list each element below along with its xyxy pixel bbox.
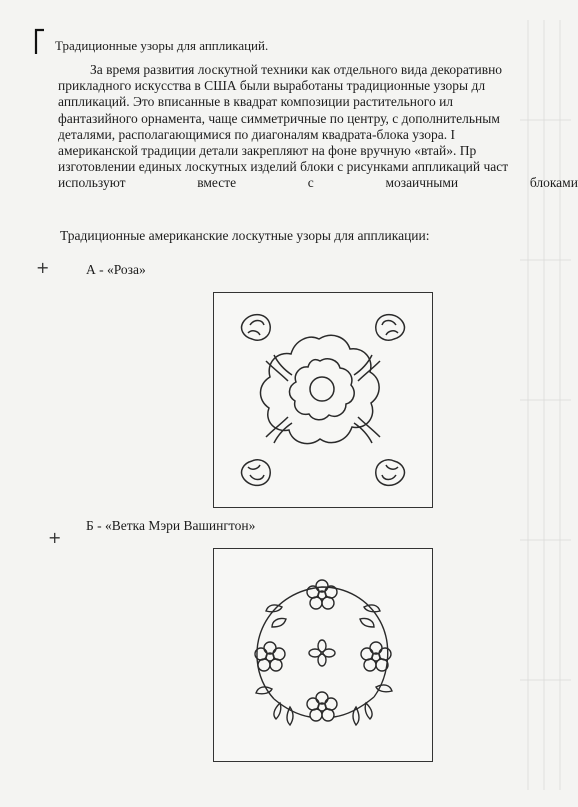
pattern-label-mary-washington: Б - «Ветка Мэри Вашингтон»: [86, 518, 256, 533]
handwritten-plus-mark: +: [48, 528, 62, 547]
page-title: Традиционные узоры для аппликаций.: [55, 38, 269, 53]
wreath-applique-drawing: [214, 549, 432, 761]
handwritten-plus-mark: +: [36, 258, 50, 277]
intro-paragraph: [58, 62, 578, 192]
rose-pattern-figure: [213, 292, 433, 508]
paragraph-line: За время развития лоскутной техники как отдельного вида декоративно: [90, 62, 503, 77]
paragraph-word: с: [307, 175, 314, 191]
corner-mark: [34, 28, 44, 54]
pattern-label-rose: А - «Роза»: [86, 262, 146, 277]
paragraph-line: фантазийного орнамента, чаще симметричные по центру, с дополнительным: [58, 110, 500, 126]
paragraph-word: используют: [58, 175, 126, 191]
paragraph-line: изготовлении единых лоскутных изделий блоки с рисунками аппликаций част: [58, 159, 509, 175]
paragraph-word: вместе: [197, 175, 237, 191]
paragraph-line: прикладного искусства в США были выработаны традиционные узоры дл: [58, 78, 486, 94]
paragraph-line: аппликаций. Это вписанные в квадрат композиции растительного ил: [58, 94, 454, 110]
paragraph-word: блоками: [529, 175, 578, 191]
mary-washington-pattern-figure: [213, 548, 433, 762]
rose-applique-drawing: [214, 293, 432, 507]
bleed-through-texture: [520, 0, 571, 807]
paragraph-line: деталями, располагающимися по диагоналям квадрата-блока узора. I: [58, 126, 455, 142]
patterns-subheading: Традиционные американские лоскутные узоры для аппликации:: [60, 228, 430, 243]
paragraph-word: мозаичными: [385, 175, 459, 191]
paragraph-last-line: [58, 175, 578, 191]
paragraph-line: американской традиции детали закрепляют на фоне вручную «втай». Пр: [58, 143, 477, 159]
